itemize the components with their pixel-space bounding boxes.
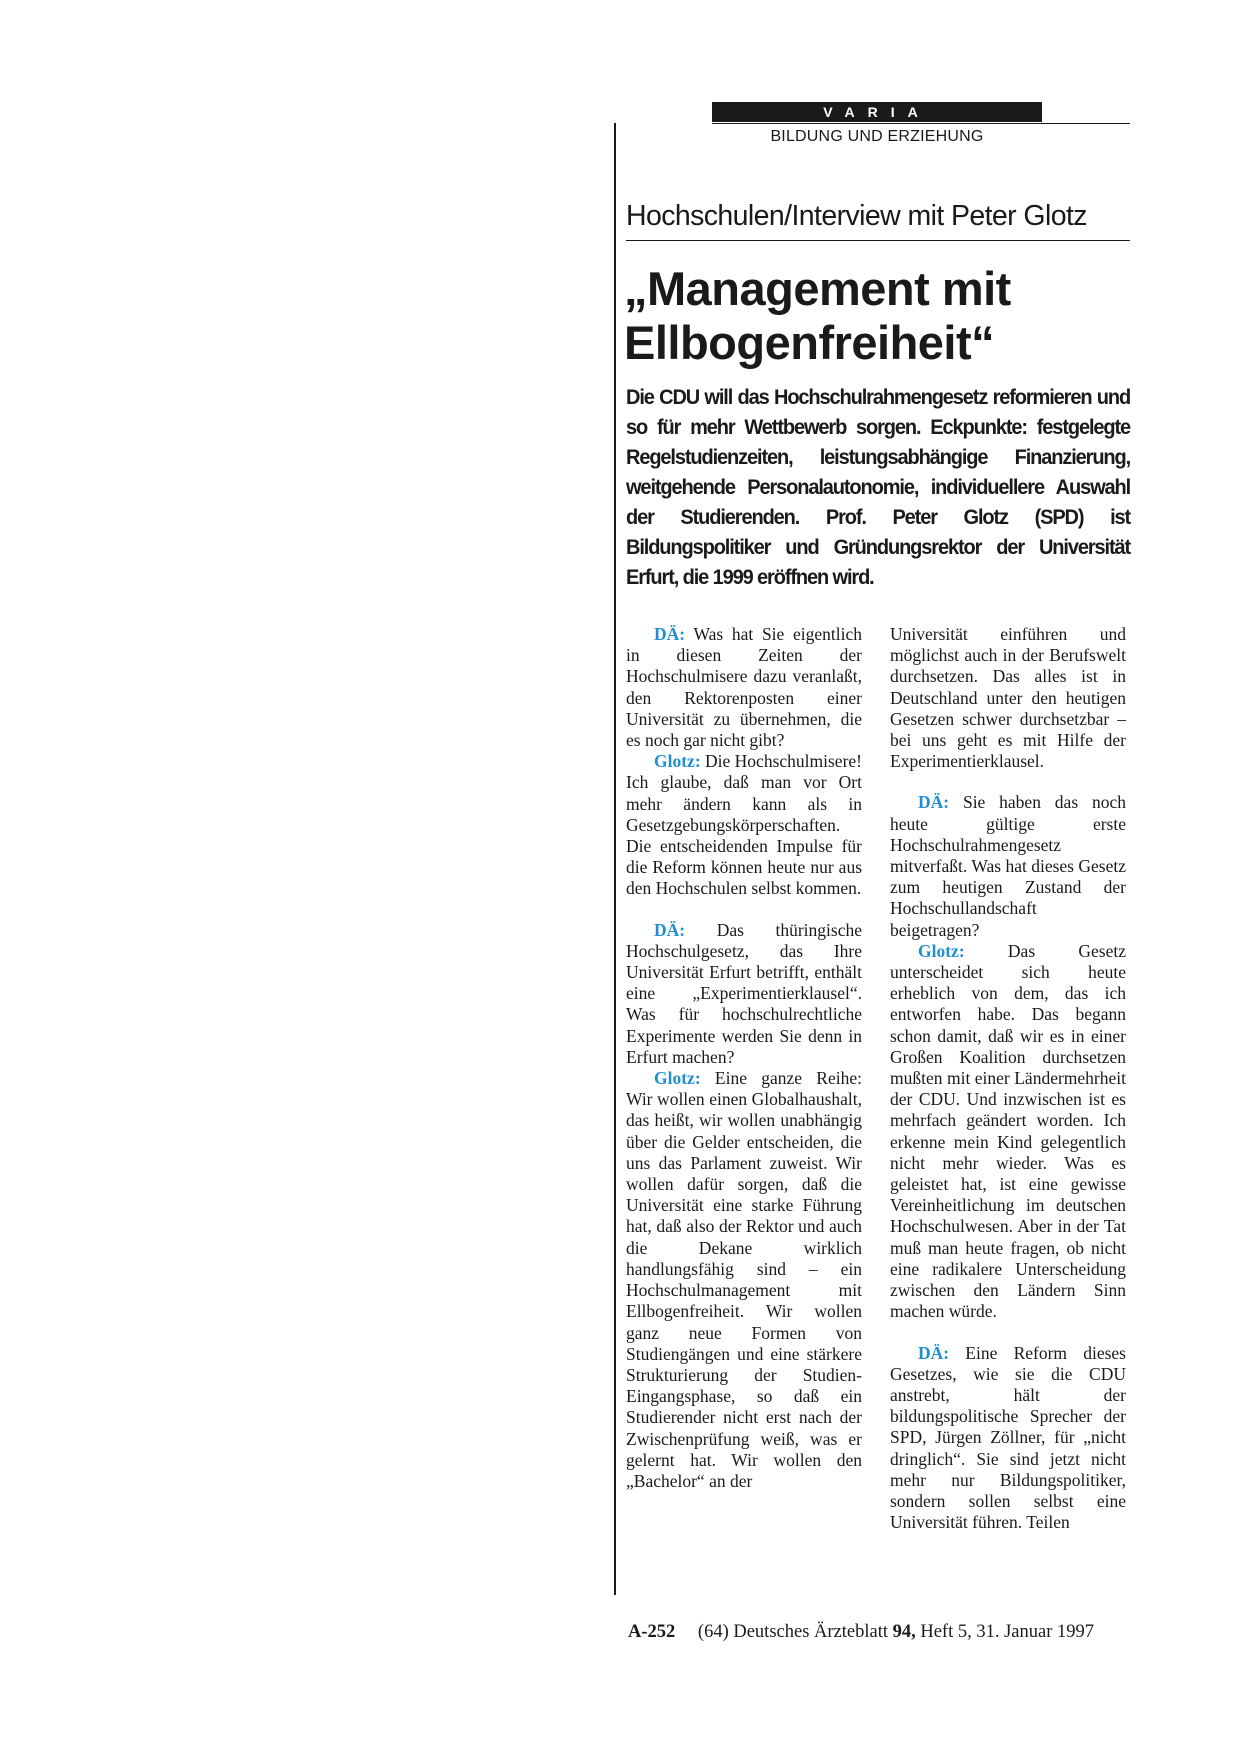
- speaker-label: DÄ:: [918, 792, 950, 813]
- paragraph: [626, 1068, 862, 1492]
- paragraph: [626, 920, 862, 1068]
- paragraph-text: Das Gesetz unterscheidet sich heute erheblich von dem, das ich entworfen habe. Das begann schon damit, daß wir es in einer Großen Koalition durchsetzen mußten mit einer Ländermehrheit der CDU. Und inzwischen ist es mehrfach geändert worden. Ich erkenne mein Kind gelegentlich nicht mehr wieder. Was es geleistet hat, ist eine gewisse Vereinheitlichung im deutschen Hochschulwesen. Aber in der Tat muß man heute fragen, ob nicht eine radikalere Unterscheidung zwischen den Ländern Sinn machen würde.: [890, 940, 1126, 1322]
- speaker-label: DÄ:: [654, 624, 686, 644]
- article-headline: [624, 262, 1134, 370]
- category-banner: VARIA: [712, 102, 1042, 122]
- speaker-label: Glotz:: [654, 1068, 701, 1089]
- speaker-label: DÄ:: [918, 1342, 950, 1363]
- paragraph: [626, 624, 862, 751]
- text-column-right: [890, 624, 1126, 1533]
- section-label: BILDUNG UND ERZIEHUNG: [770, 128, 984, 145]
- paragraph-text: Das thüringische Hochschulgesetz, das Ihre Universität Erfurt betrifft, enthält eine „Experimentierklausel“. Was für hochschulrechtliche Experimente werden Sie denn in Erfurt machen?: [626, 919, 862, 1067]
- paragraph: [626, 751, 862, 899]
- paragraph-text: Eine Reform dieses Gesetzes, wie sie die CDU anstrebt, hält der bildungspolitische Sprecher der SPD, Jürgen Zöllner, für „nicht dringlich“. Sie sind jetzt nicht mehr nur Bildungspolitiker, sondern sollen selbst eine Universität führen. Teilen: [890, 1342, 1126, 1533]
- paragraph-text: Die Hochschulmisere! Ich glaube, daß man vor Ort mehr ändern kann als in Gesetzgebungskörperschaften. Die entscheidenden Impulse für die Reform können heute nur aus den Hochschulen selbst kommen.: [626, 751, 862, 899]
- speaker-label: DÄ:: [654, 919, 686, 940]
- text-column-left: [626, 624, 862, 1492]
- page-number: A-252: [628, 1622, 676, 1642]
- paragraph-text: Was hat Sie eigentlich in diesen Zeiten der Hochschulmisere dazu veranlaßt, den Rektorenposten einer Universität zu übernehmen, die es noch gar nicht gibt?: [626, 624, 862, 751]
- paragraph: [890, 1343, 1126, 1534]
- speaker-label: Glotz:: [918, 940, 965, 961]
- speaker-label: Glotz:: [654, 751, 701, 772]
- headline-line-1: „Management mit: [624, 262, 1011, 315]
- article-lead: Die CDU will das Hochschulrahmengesetz reformieren und so für mehr Wettbewerb sorgen. Eckpunkte: festgelegte Regelstudienzeiten, leistungsabhängige Finanzierung, weitgehende Personalautonomie, individuellere Auswahl der Studierenden. Prof. Peter Glotz (SPD) ist Bildungspolitiker und Gründungsrektor der Universität Erfurt, die 1999 eröffnen wird.: [626, 385, 1131, 589]
- volume-number: 94,: [892, 1622, 916, 1642]
- paragraph-text: Sie haben das noch heute gültige erste Hochschulrahmengesetz mitverfaßt. Was hat dieses Gesetz zum heutigen Zustand der Hochschullandschaft beigetragen?: [890, 792, 1126, 940]
- paragraph: [890, 624, 1126, 772]
- issue-details: Heft 5, 31. Januar 1997: [920, 1622, 1095, 1642]
- column-divider-rule: [614, 123, 616, 1595]
- paragraph-text: Universität einführen und möglichst auch in der Berufswelt durchsetzen. Das alles ist in Deutschland unter den heutigen Gesetzen schwer durchsetzbar – bei uns geht es mit Hilfe der Experimentierklausel.: [890, 624, 1126, 772]
- article-kicker: Hochschulen/Interview mit Peter Glotz: [626, 200, 1087, 232]
- headline-line-2: Ellbogenfreiheit“: [624, 316, 995, 369]
- paragraph-text: Eine ganze Reihe: Wir wollen einen Globalhaushalt, das heißt, wir wollen unabhängig über die Gelder entscheiden, die uns das Parlament zuweist. Wir wollen dafür sorgen, daß die Universität eine starke Führung hat, daß also der Rektor und auch die Dekane wirklich handlungsfähig sind – ein Hochschulmanagement mit Ellbogenfreiheit. Wir wollen ganz neue Formen von Studiengängen und eine stärkere Strukturierung der Studien-Eingangsphase, so daß ein Studierender nicht erst nach der Zwischenprüfung weiß, was er gelernt hat. Wir wollen den „Bachelor“ an der: [626, 1068, 862, 1491]
- issue-number: (64): [697, 1622, 729, 1642]
- journal-name: Deutsches Ärzteblatt: [733, 1622, 888, 1642]
- page-footer: [628, 1622, 1138, 1643]
- paragraph: [890, 792, 1126, 940]
- header-rule: [712, 123, 1130, 124]
- kicker-rule: [626, 240, 1130, 241]
- paragraph: [890, 941, 1126, 1323]
